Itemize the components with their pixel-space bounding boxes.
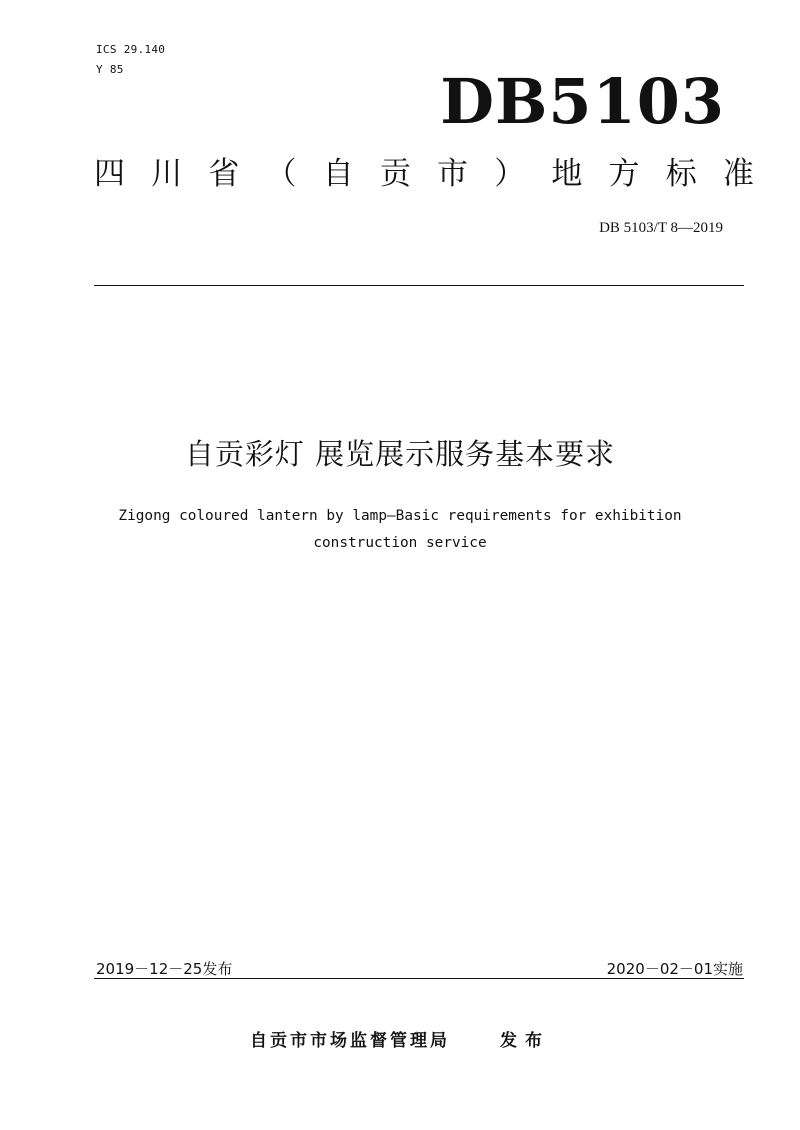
title-english-line: Zigong coloured lantern by lamp—Basic requirements for exhibition	[118, 508, 682, 524]
standard-type-char: 贡	[379, 156, 411, 192]
standard-type-char: 方	[608, 156, 640, 192]
standard-number: DB 5103/T 8—2019	[599, 220, 723, 236]
standard-type-char: 准	[722, 156, 754, 192]
standard-type-char: ）	[494, 156, 526, 192]
issuer-block	[0, 1028, 800, 1054]
footer-divider	[94, 978, 744, 979]
classification-code: Y 85	[96, 63, 124, 76]
standard-type-char: 地	[551, 156, 583, 192]
standard-type-char: 自	[322, 156, 354, 192]
standard-code: DB5103	[440, 65, 725, 138]
title-english-line: construction service	[313, 535, 487, 551]
standard-type-char: （	[265, 156, 297, 192]
ics-code: ICS 29.140	[96, 43, 166, 56]
title-chinese: 自贡彩灯 展览展示服务基本要求	[184, 437, 616, 471]
title-english	[60, 503, 740, 557]
standard-type-char: 省	[208, 156, 240, 192]
standard-type-char: 标	[665, 156, 697, 192]
header-divider	[94, 285, 744, 286]
issue-date: 2019－12－25发布	[96, 960, 233, 978]
standard-type-char: 市	[437, 156, 469, 192]
issuer-name: 自贡市市场监督管理局	[250, 1031, 450, 1051]
implementation-date: 2020－02－01实施	[606, 960, 743, 978]
issuer-action: 发布	[500, 1031, 550, 1051]
standard-type-char: 川	[151, 156, 183, 192]
standard-type	[94, 152, 754, 196]
standard-type-char: 四	[94, 156, 125, 192]
